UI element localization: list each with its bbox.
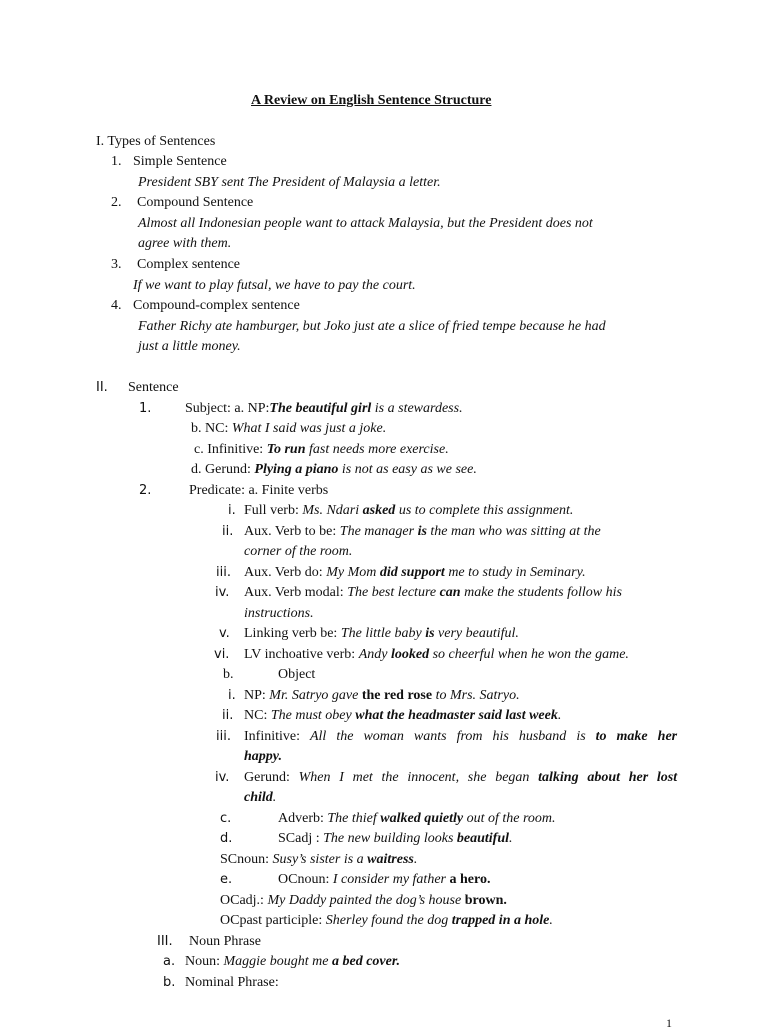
scadj-example: SCadj : The new building looks beautiful. xyxy=(278,831,513,846)
sub-letter: b. xyxy=(163,975,176,990)
ocadj-example: OCadj.: My Daddy painted the dog’s house brown. xyxy=(220,893,507,908)
object-example: Gerund: When I met the innocent, she began talking about her lost xyxy=(244,770,678,785)
verb-example: LV inchoative verb: Andy looked so cheerful when he won the game. xyxy=(244,647,629,662)
ocnoun-example: OCnoun: I consider my father a hero. xyxy=(278,872,491,887)
object-example-cont: happy. xyxy=(244,749,282,764)
list-number: 2. xyxy=(111,195,122,210)
roman-number: ii. xyxy=(222,708,234,723)
list-number: 4. xyxy=(111,298,122,313)
roman-number: i. xyxy=(228,688,236,703)
roman-number: iv. xyxy=(215,585,230,600)
roman-number: iv. xyxy=(215,770,230,785)
subject-gerund: d. Gerund: Plying a piano is not as easy as we see. xyxy=(191,462,477,477)
ocpast-example: OCpast participle: Sherley found the dog trapped in a hole. xyxy=(220,913,553,928)
adverb-example: Adverb: The thief walked quietly out of the room. xyxy=(278,811,556,826)
sub-letter: e. xyxy=(220,872,233,887)
noun-example: Noun: Maggie bought me a bed cover. xyxy=(185,954,401,969)
object-example: Infinitive: All the woman wants from his husband is to make her xyxy=(244,729,678,744)
verb-example-cont: corner of the room. xyxy=(244,544,353,559)
example-sentence: just a little money. xyxy=(138,339,241,354)
section-number: II. xyxy=(96,380,108,395)
example-sentence: Father Richy ate hamburger, but Joko just ate a slice of fried tempe because he had xyxy=(138,319,606,334)
sub-letter: d. xyxy=(220,831,233,846)
list-number: 1. xyxy=(111,154,122,169)
section-heading: Sentence xyxy=(128,380,179,395)
noun-phrase-heading: Noun Phrase xyxy=(189,934,261,949)
verb-example-cont: instructions. xyxy=(244,606,314,621)
example-sentence: agree with them. xyxy=(138,236,232,251)
section-heading: I. Types of Sentences xyxy=(96,134,216,149)
list-item-label: Compound Sentence xyxy=(137,195,254,210)
roman-number: i. xyxy=(228,503,236,518)
list-item-label: Simple Sentence xyxy=(133,154,227,169)
example-sentence: If we want to play futsal, we have to pay the court. xyxy=(133,278,416,293)
sub-letter: c. xyxy=(220,811,232,826)
verb-example: Aux. Verb to be: The manager is the man who was sitting at the xyxy=(244,524,601,539)
roman-number: ii. xyxy=(222,524,234,539)
verb-example: Aux. Verb do: My Mom did support me to study in Seminary. xyxy=(244,565,586,580)
nominal-phrase-label: Nominal Phrase: xyxy=(185,975,279,990)
sub-letter: b. xyxy=(223,667,234,682)
roman-number: III. xyxy=(157,934,173,949)
subject-nc: b. NC: What I said was just a joke. xyxy=(191,421,387,436)
page-title: A Review on English Sentence Structure xyxy=(251,93,492,108)
sub-letter: a. xyxy=(163,954,176,969)
object-example: NC: The must obey what the headmaster said last week. xyxy=(244,708,562,723)
verb-example: Linking verb be: The little baby is very beautiful. xyxy=(244,626,519,641)
list-item-label: Compound-complex sentence xyxy=(133,298,300,313)
scnoun-example: SCnoun: Susy’s sister is a waitress. xyxy=(220,852,418,867)
roman-number: v. xyxy=(219,626,230,641)
predicate-heading: Predicate: a. Finite verbs xyxy=(189,483,329,498)
example-sentence: President SBY sent The President of Malaysia a letter. xyxy=(138,175,441,190)
roman-number: vi. xyxy=(214,647,230,662)
list-number: 3. xyxy=(111,257,122,272)
list-item-label: Complex sentence xyxy=(137,257,241,272)
page-number: 1 xyxy=(666,1016,672,1030)
object-example-cont: child. xyxy=(244,790,277,805)
subject-np: Subject: a. NP:The beautiful girl is a stewardess. xyxy=(185,401,463,416)
roman-number: iii. xyxy=(216,729,231,744)
object-example: NP: Mr. Satryo gave the red rose to Mrs. Satryo. xyxy=(244,688,520,703)
example-sentence: Almost all Indonesian people want to attack Malaysia, but the President does not xyxy=(138,216,593,231)
object-heading: Object xyxy=(278,667,316,682)
verb-example: Full verb: Ms. Ndari asked us to complete this assignment. xyxy=(244,503,574,518)
list-number: 2. xyxy=(139,483,152,498)
verb-example: Aux. Verb modal: The best lecture can make the students follow his xyxy=(244,585,622,600)
subject-infinitive: c. Infinitive: To run fast needs more exercise. xyxy=(194,442,449,457)
roman-number: iii. xyxy=(216,565,231,580)
list-number: 1. xyxy=(139,401,152,416)
